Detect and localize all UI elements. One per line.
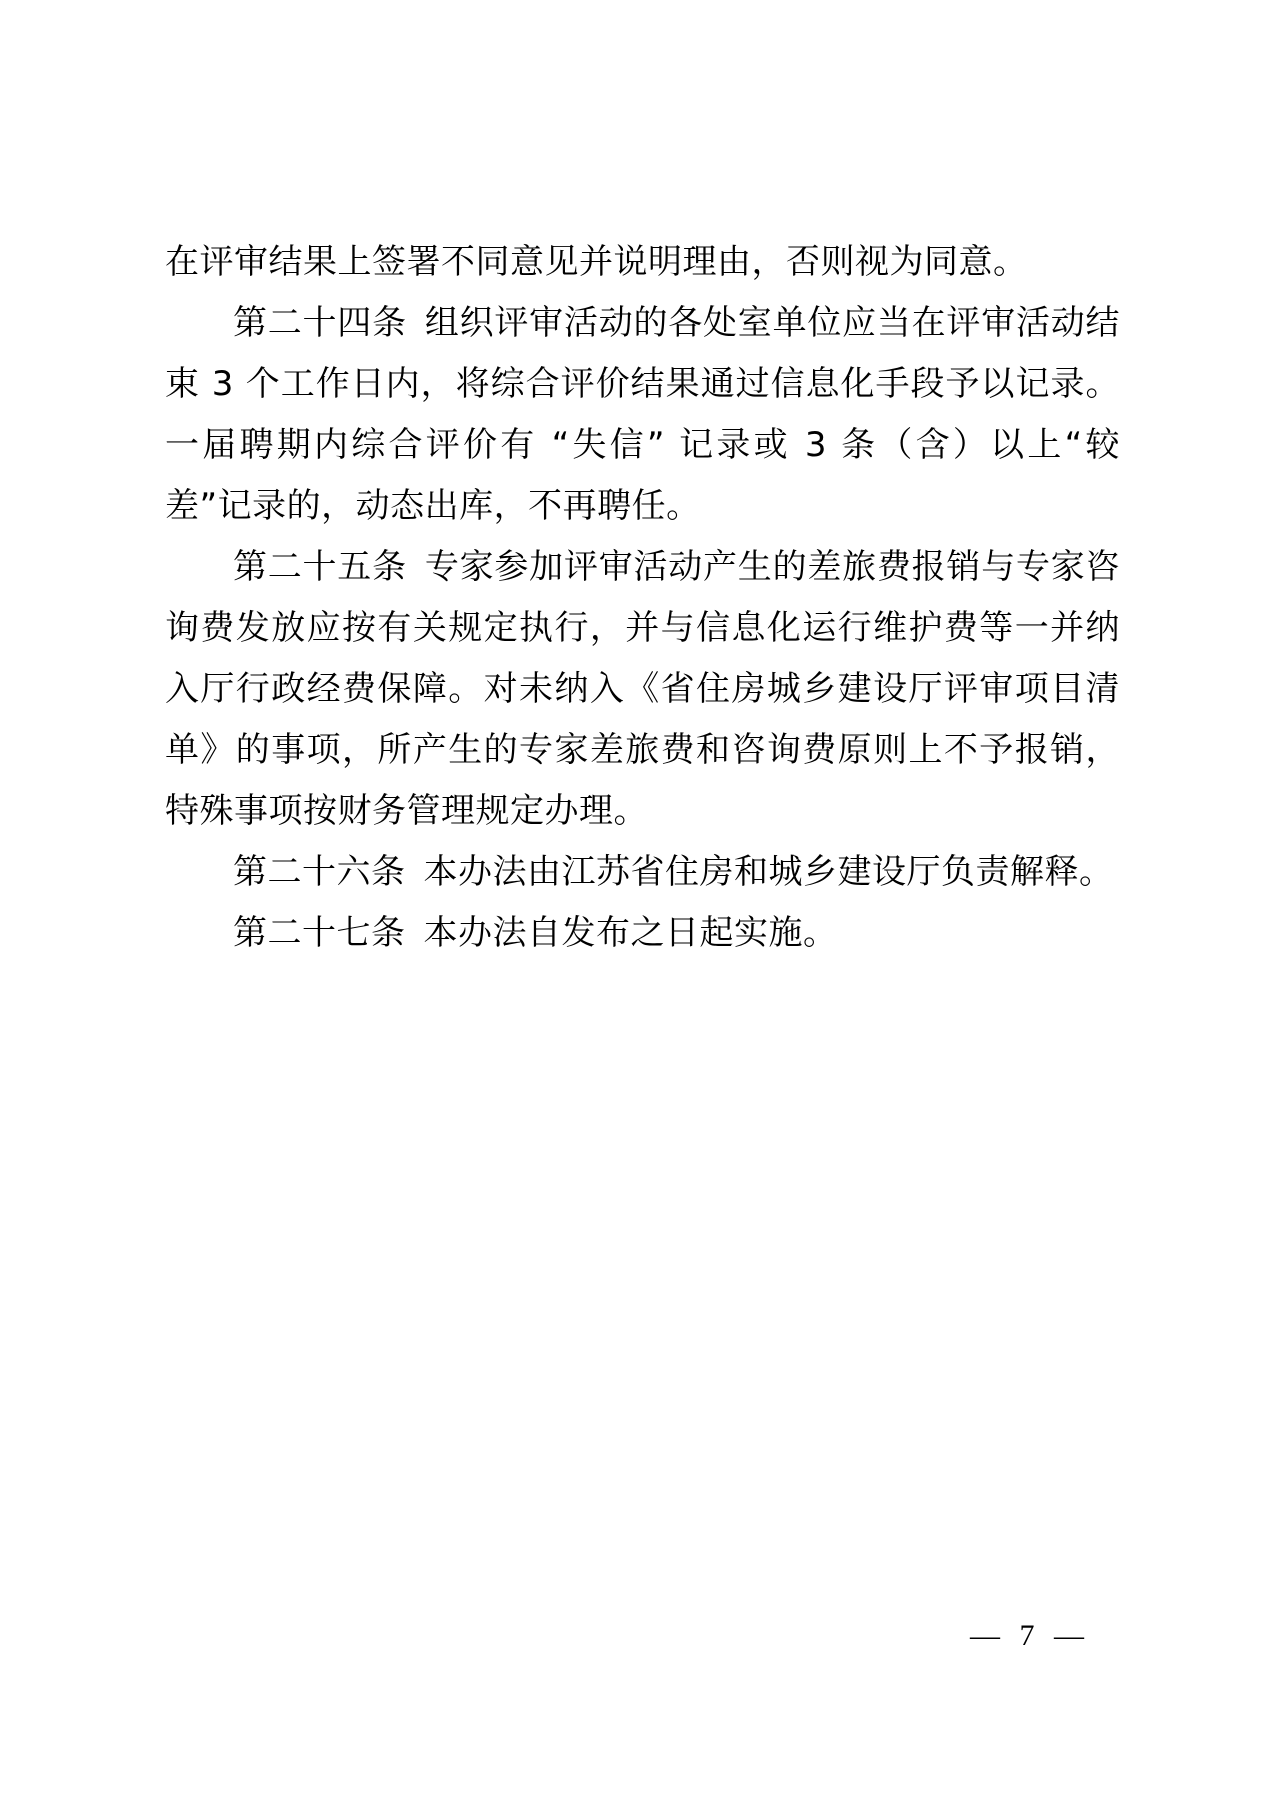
paragraph-continued xyxy=(165,232,1120,293)
article-text: 专家参加评审活动产生的差旅费报销与专家咨询费发放应按有关规定执行，并与信息化运行维护费等一并纳入厅行政经费保障。对未纳入《省住房城乡建设厅评审项目清单》的事项，所产生的专家差旅费和咨询费原则上不予报销，特殊事项按财务管理规定办理。 xyxy=(165,547,1121,831)
article-26 xyxy=(165,842,1120,903)
article-number: 第二十六条 xyxy=(233,852,406,892)
document-body xyxy=(165,232,1120,964)
article-number: 第二十四条 xyxy=(233,303,407,343)
article-text: 本办法由江苏省住房和城乡建设厅负责解释。 xyxy=(423,852,1114,892)
article-number: 第二十五条 xyxy=(233,547,407,587)
article-text: 本办法自发布之日起实施。 xyxy=(423,913,838,953)
article-text: 组织评审活动的各处室单位应当在评审活动结束 3 个工作日内，将综合评价结果通过信息化手段予以记录。一届聘期内综合评价有 “失信” 记录或 3 条（含）以上“较差”记录的，动态出库，不再聘任。 xyxy=(165,303,1121,526)
page-number: — 7 — xyxy=(970,1619,1090,1652)
article-27 xyxy=(165,903,1120,964)
paragraph-text: 在评审结果上签署不同意见并说明理由，否则视为同意。 xyxy=(165,242,1028,282)
article-number: 第二十七条 xyxy=(233,913,406,953)
article-25 xyxy=(165,537,1120,842)
article-24 xyxy=(165,293,1120,537)
